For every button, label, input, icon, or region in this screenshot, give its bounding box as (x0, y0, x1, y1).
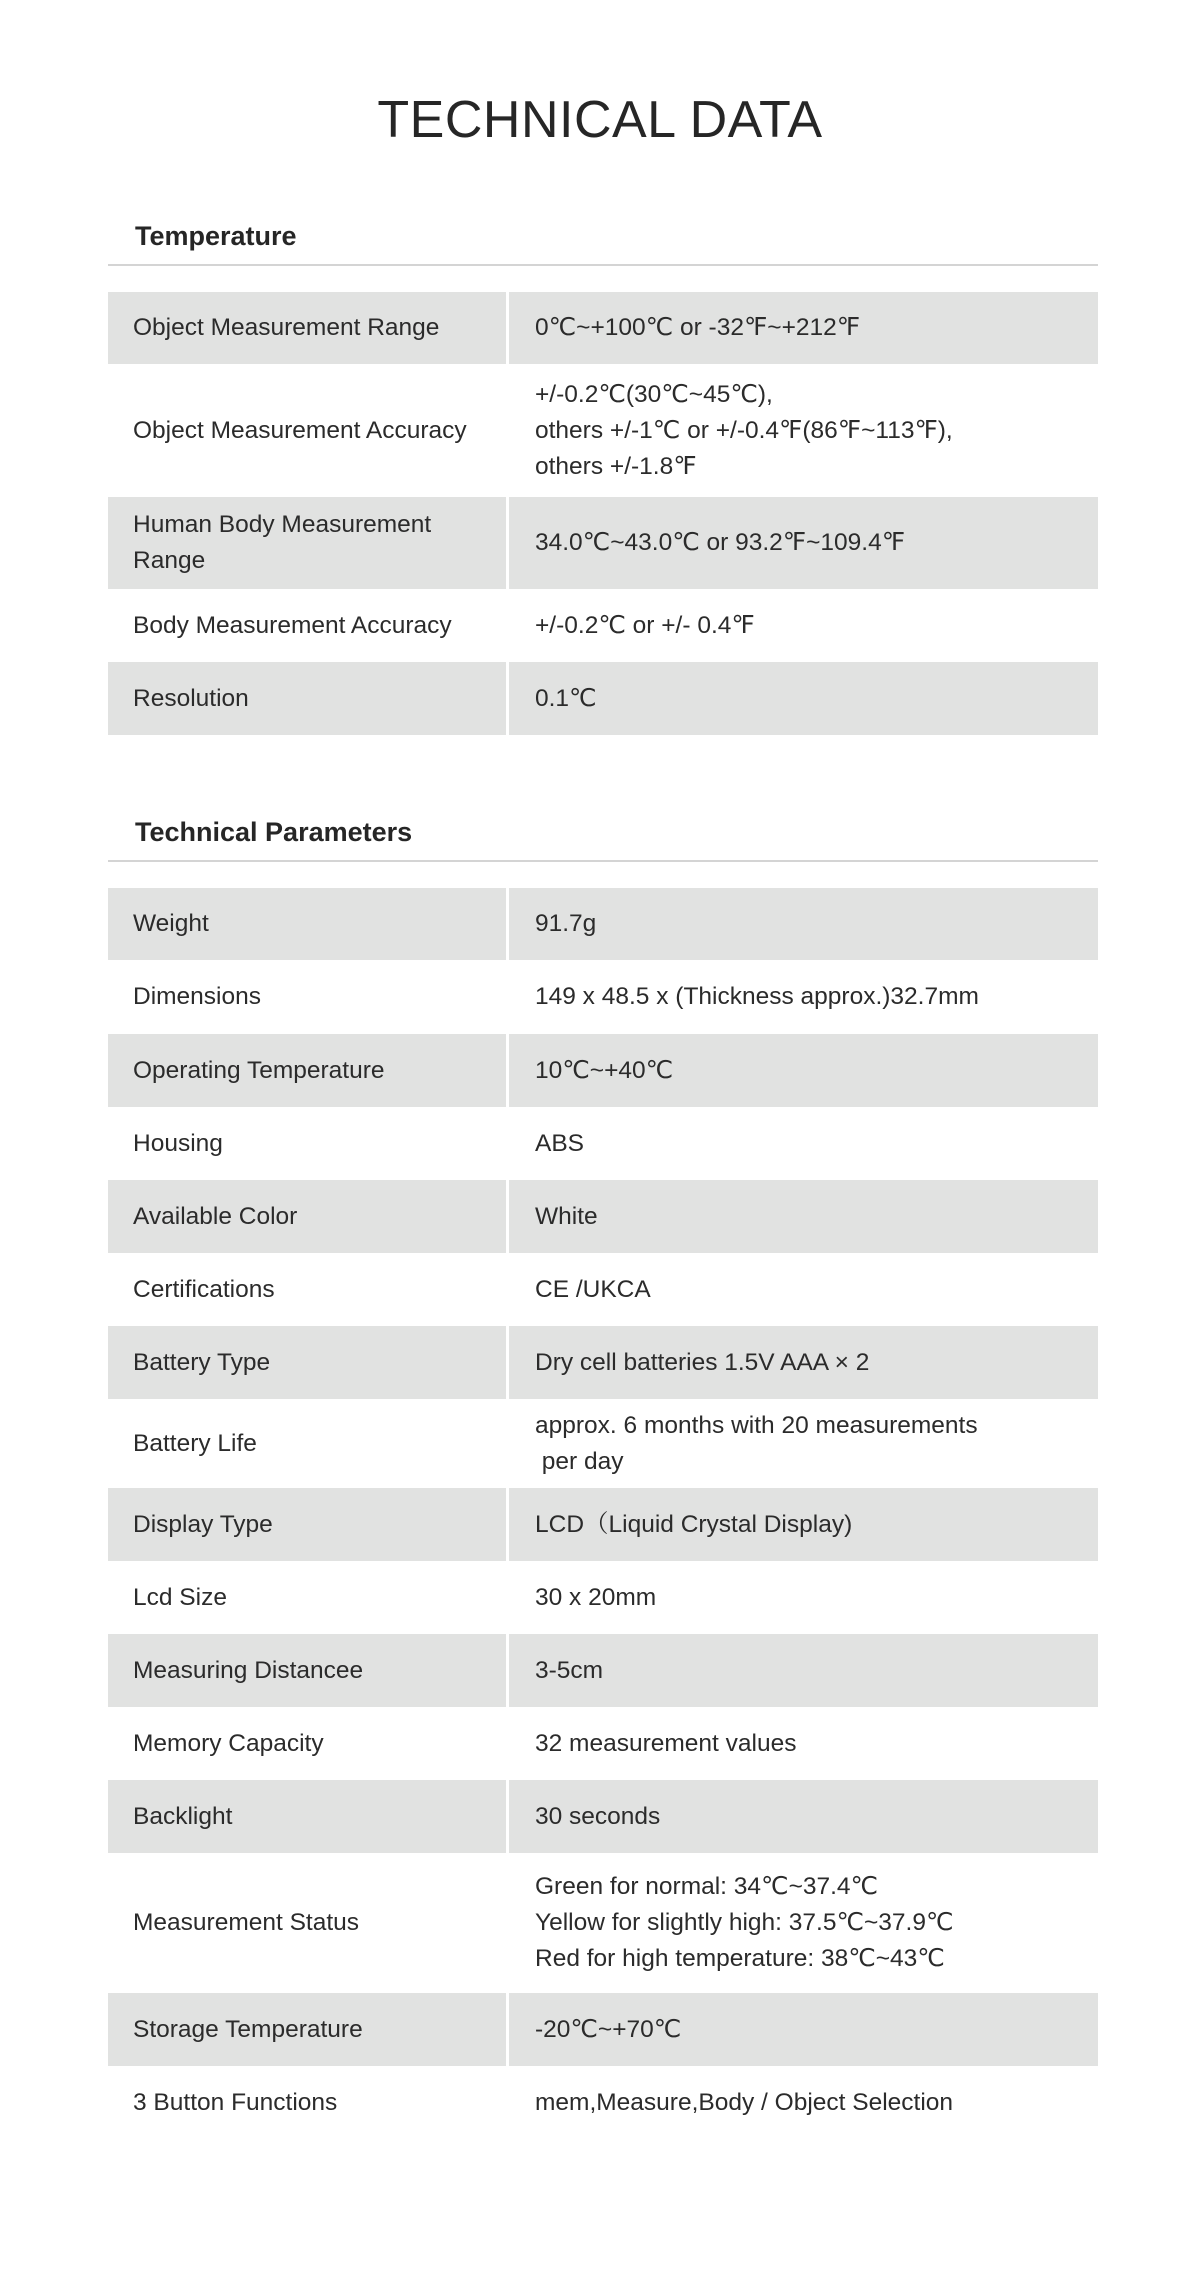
value-line: 34.0℃~43.0℃ or 93.2℉~109.4℉ (535, 529, 906, 556)
row-value (509, 1399, 1098, 1488)
row-value (509, 888, 1098, 960)
row-value (509, 1853, 1098, 1993)
table-row (108, 497, 1098, 589)
row-label: Weight (108, 888, 506, 960)
table-row (108, 1034, 1098, 1107)
row-value (509, 1634, 1098, 1707)
technical-parameters-section (108, 804, 1098, 2139)
row-label: Body Measurement Accuracy (133, 611, 452, 639)
row-value (509, 1993, 1098, 2066)
row-label: Backlight (108, 1780, 506, 1853)
table-row (108, 960, 1098, 1034)
row-value (509, 1780, 1098, 1853)
value-line: ABS (535, 1129, 585, 1157)
value-line: mem,Measure,Body / Object Selection (535, 2088, 954, 2116)
value-line: 10℃~+40℃ (535, 1056, 674, 1084)
row-value (509, 1253, 1098, 1326)
row-value (509, 589, 1098, 662)
table-row (108, 292, 1098, 364)
value-line: others +/-1.8℉ (535, 452, 697, 480)
row-label: Measurement Status (133, 1909, 360, 1936)
value-line: 30 x 20mm (535, 1583, 657, 1611)
table-row (108, 1107, 1098, 1180)
value-line: 0.1℃ (535, 684, 597, 712)
table-row (108, 589, 1098, 662)
table-row (108, 1561, 1098, 1634)
value-line: LCD（Liquid Crystal Display) (535, 1510, 853, 1538)
row-value (509, 1107, 1098, 1180)
row-label: 3 Button Functions (133, 2088, 338, 2116)
value-line: per day (535, 1447, 624, 1475)
table-row (108, 1993, 1098, 2066)
table-row (108, 364, 1098, 497)
row-label: Housing (133, 1129, 223, 1157)
table-row (108, 1326, 1098, 1399)
value-line: 3-5cm (535, 1656, 604, 1684)
row-label: Dimensions (133, 983, 261, 1010)
table-row (108, 1634, 1098, 1707)
row-label: Certifications (133, 1275, 275, 1303)
value-line: White (535, 1202, 598, 1230)
row-value (509, 1034, 1098, 1107)
row-label: Battery Life (133, 1429, 257, 1457)
page-title: TECHNICAL DATA (377, 91, 823, 149)
value-line: 30 seconds (535, 1802, 661, 1830)
table-row (108, 1488, 1098, 1561)
table-row (108, 662, 1098, 735)
section-heading: Technical Parameters (108, 804, 1098, 862)
value-line: others +/-1℃ or +/-0.4℉(86℉~113℉), (535, 416, 953, 444)
row-value (509, 497, 1098, 589)
value-line: approx. 6 months with 20 measurements (535, 1411, 978, 1439)
technical-parameters-table (108, 888, 1098, 2139)
table-row (108, 1707, 1098, 1780)
row-value (509, 292, 1098, 364)
row-value (509, 1180, 1098, 1253)
value-line: 91.7g (535, 910, 597, 937)
value-line: +/-0.2℃ or +/- 0.4℉ (535, 611, 755, 639)
value-line: 149 x 48.5 x (Thickness approx.)32.7mm (535, 983, 979, 1010)
row-value (509, 2066, 1098, 2139)
value-line: CE /UKCA (535, 1275, 651, 1303)
value-line: 0℃~+100℃ or -32℉~+212℉ (535, 314, 861, 341)
table-row (108, 1780, 1098, 1853)
row-value (509, 960, 1098, 1034)
temperature-table (108, 292, 1098, 735)
value-line: Red for high temperature: 38℃~43℃ (535, 1945, 945, 1972)
table-row (108, 888, 1098, 960)
row-label: Available Color (108, 1180, 506, 1253)
row-label: Object Measurement Range (108, 292, 506, 364)
row-value (509, 1326, 1098, 1399)
row-value (509, 1488, 1098, 1561)
value-line: Dry cell batteries 1.5V AAA × 2 (535, 1348, 870, 1376)
row-value (509, 662, 1098, 735)
row-value (509, 1561, 1098, 1634)
row-label: Storage Temperature (108, 1993, 506, 2066)
row-value (509, 364, 1098, 497)
row-value (509, 1707, 1098, 1780)
table-row (108, 1180, 1098, 1253)
table-row (108, 1853, 1098, 1993)
table-row (108, 1253, 1098, 1326)
table-row (108, 1399, 1098, 1488)
section-heading: Temperature (108, 208, 1098, 266)
row-label: Lcd Size (133, 1583, 227, 1611)
row-label: Object Measurement Accuracy (133, 416, 467, 444)
value-line: +/-0.2℃(30℃~45℃), (535, 380, 773, 408)
value-line: Green for normal: 34℃~37.4℃ (535, 1873, 879, 1900)
table-row (108, 2066, 1098, 2139)
row-label: Memory Capacity (133, 1729, 324, 1757)
row-label: Measuring Distancee (108, 1634, 506, 1707)
value-line: Yellow for slightly high: 37.5℃~37.9℃ (535, 1909, 954, 1936)
row-label: Display Type (108, 1488, 506, 1561)
row-label: Operating Temperature (108, 1034, 506, 1107)
value-line: -20℃~+70℃ (535, 2015, 682, 2043)
row-label: Human Body Measurement Range (108, 497, 506, 589)
row-label: Battery Type (108, 1326, 506, 1399)
value-line: 32 measurement values (535, 1729, 797, 1757)
row-label: Resolution (108, 662, 506, 735)
temperature-section (108, 208, 1098, 735)
